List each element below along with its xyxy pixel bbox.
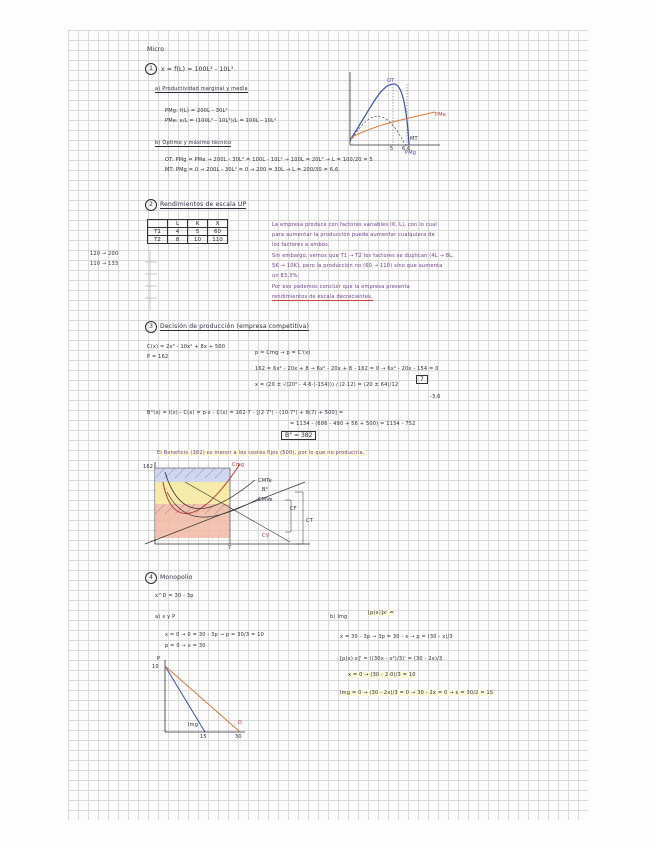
- table-cell: 60: [208, 228, 228, 236]
- p1-graph-x66: 6,6: [402, 146, 411, 152]
- p1-production-function: x = f(L) = 100L² - 10L³: [161, 66, 234, 73]
- p2-text-line: los factores a ambos.: [272, 242, 330, 248]
- table-cell: 110: [208, 236, 228, 244]
- table-cell: T2: [148, 236, 168, 244]
- p3-graph-cmve-label: CMVe: [258, 497, 273, 503]
- p2-text-line: Por eso podemos concluir que la empresa presenta: [272, 284, 410, 290]
- p3-graph-cv-label: CV: [262, 533, 270, 539]
- p3-quadratic-formula: x = (20 ± √(20² - 4·6·(-154))) / (2·12) = (20 ± 64)/12: [255, 382, 399, 388]
- p4-demand: x^D = 30 - 3p: [155, 593, 194, 599]
- table-cell: 4: [168, 228, 188, 236]
- problem-1-number: 1: [145, 63, 157, 75]
- problem-3-number: 3: [145, 321, 157, 333]
- page-header: Micro: [147, 46, 165, 53]
- p4-monopoly-graph: [160, 660, 250, 740]
- p4-b-line-2: [p(x)·x]' = ((30x - x²)/3)' = (30 - 2x)/3: [340, 656, 443, 662]
- p3-graph-profit-label: B°: [262, 487, 269, 493]
- table-cell: T1: [148, 228, 168, 236]
- p4-a-title: a) x y P: [155, 614, 176, 620]
- p2-title: Rendimientos de escala UP: [160, 201, 247, 208]
- p2-sketch-axis: [145, 250, 165, 310]
- table-row: [148, 228, 228, 236]
- p2-input-output-table: [147, 219, 228, 244]
- p4-graph-x30: 30: [235, 734, 242, 740]
- p2-text-line: 5K → 10K), pero la producción no (60 → 110) sino que aumenta: [272, 263, 443, 269]
- table-cell: [148, 220, 168, 228]
- p1-graph-mt-label: MT: [410, 136, 418, 142]
- p1-b-title: b) Óptimo y máximo técnico: [155, 140, 232, 146]
- p1-pme: PMe: x/L = (100L² - 10L³)/L = 100L - 10L²: [165, 118, 277, 124]
- p3-graph-cf-label: CF: [290, 506, 297, 512]
- p2-text-line: La empresa produce con factores variables (K, L), con lo cual: [272, 222, 438, 228]
- p2-side-note-2: 110 → 133: [90, 261, 119, 267]
- table-cell: 5: [188, 228, 208, 236]
- p2-conclusion: rendimientos de escala decrecientes.: [272, 294, 373, 300]
- p4-graph-p10: 10: [152, 664, 159, 670]
- p1-graph-x5: 5: [390, 146, 394, 152]
- table-cell: K: [188, 220, 208, 228]
- p4-graph-img-label: Img: [188, 722, 199, 728]
- table-header-row: [148, 220, 228, 228]
- problem-2-number: 2: [145, 199, 157, 211]
- p3-graph-x-label: 7: [228, 545, 232, 551]
- p3-graph-cmte-label: CMTe: [258, 478, 272, 484]
- p4-b-line-3: x = 0 → (30 - 2·0)/3 = 10: [348, 672, 416, 678]
- table-cell: L: [168, 220, 188, 228]
- p3-condition: p = Cmg → p = C'(x): [255, 350, 311, 356]
- p3-equation-line-1: 162 = 6x² - 20x + 8 → 6x² - 20x + 8 - 162 = 0 → 6x² - 20x - 154 = 0: [255, 366, 439, 372]
- p3-profit-result: B° = 382: [281, 431, 316, 440]
- p1-optimo-tecnico: OT: PMg = PMe → 200L - 30L² = 100L - 10L² → 100L = 20L² → L = 100/20 = 5: [165, 157, 373, 163]
- table-cell: 8: [168, 236, 188, 244]
- table-cell: 10: [188, 236, 208, 244]
- p4-a-line-2: p = 0 → x = 30: [165, 643, 206, 649]
- p3-profit-line-2: = 1134 - (686 - 490 + 56 + 500) = 1134 - 752: [290, 421, 416, 427]
- table-cell: X: [208, 220, 228, 228]
- p3-graph-price-label: 162: [143, 464, 154, 470]
- p1-pmg: PMg: f(L) = 200L - 30L²: [165, 108, 228, 114]
- p4-title: Monopolio: [160, 574, 193, 581]
- p1-productivity-graph: [345, 70, 445, 160]
- p2-text-line: un 83,3%.: [272, 273, 300, 279]
- p2-text-line: para aumentar la producción puede aumentar cualquiera de: [272, 232, 435, 238]
- p1-maximo-tecnico: MT: PMg = 0 → 200L - 30L² = 0 → 200 = 30L → L = 200/30 = 6,6: [165, 167, 339, 173]
- p1-graph-ot-label: OT: [387, 78, 395, 84]
- p3-root-negative: -3,6: [430, 394, 441, 400]
- p3-cost-function: C(x) = 2x³ - 10x² + 8x + 500: [147, 344, 226, 350]
- p4-graph-p-axis: P: [157, 656, 161, 662]
- p2-text-line: Sin embargo, vemos que T1 → T2 los factores se duplican (4L → 8L,: [272, 253, 454, 259]
- p4-b-line-4: Img = 0 → (30 - 2x)/3 = 0 → 30 - 2x = 0 → x = 30/2 = 15: [340, 690, 494, 696]
- p3-conclusion: El Beneficio (382) es menor a los costes fijos (500), por lo que no produciría.: [157, 450, 365, 456]
- p4-b-title: b) Img: [330, 614, 348, 620]
- p4-b-header: [p(x)]x' =: [368, 610, 395, 616]
- p1-a-title: a) Productividad marginal y media: [155, 86, 248, 92]
- p3-profit-line-1: B°(x) = I(x) - C(x) = p·x - C(x) = 162·7 - [(2·7³) - (10·7²) + 8(7) + 500] =: [147, 410, 344, 416]
- p4-graph-demand-label: D: [238, 720, 243, 726]
- p4-a-line-1: x = 0 → 0 = 30 - 3p → p = 30/3 = 10: [165, 632, 264, 638]
- p4-graph-x15: 15: [200, 734, 207, 740]
- problem-4-number: 4: [145, 572, 157, 584]
- p3-price: P = 162: [147, 354, 169, 360]
- table-row: [148, 236, 228, 244]
- p1-graph-pmg-label: PMg: [405, 150, 417, 156]
- p3-graph-cmg-label: Cmg: [232, 462, 245, 468]
- p2-side-note-1: 120 → 200: [90, 251, 119, 257]
- p1-graph-pme-label: PMe: [435, 112, 447, 118]
- p3-graph-ct-label: CT: [306, 518, 313, 524]
- p4-b-line-1: x = 30 - 3p → 3p = 30 - x → p = (30 - x)/3: [340, 634, 453, 640]
- p3-root-positive: 7: [416, 375, 428, 384]
- p3-title: Decisión de producción (empresa competitiva): [160, 323, 310, 330]
